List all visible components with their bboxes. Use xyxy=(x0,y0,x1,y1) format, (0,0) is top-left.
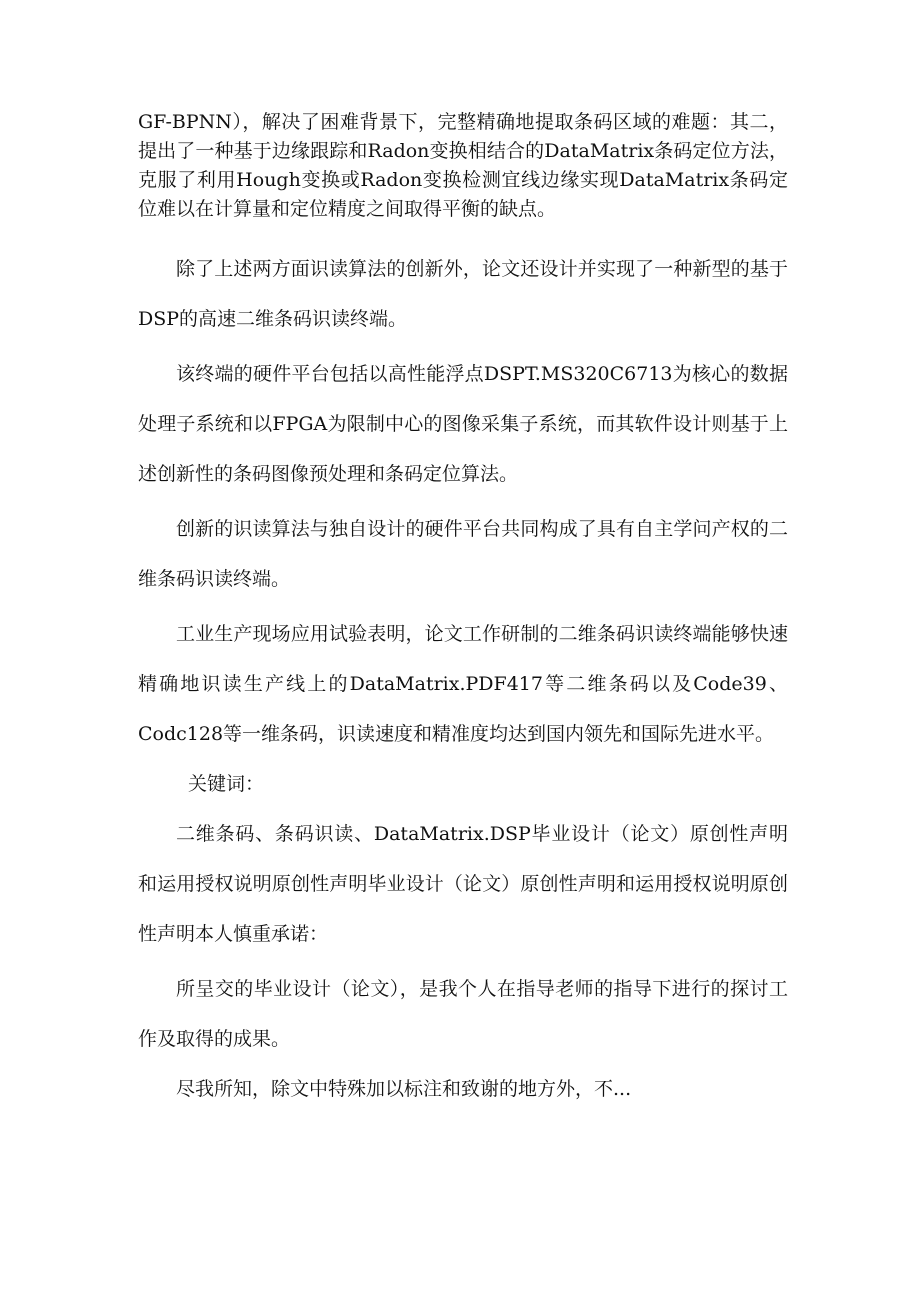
paragraph-declaration: 所呈交的毕业设计（论文），是我个人在指导老师的指导下进行的探讨工作及取得的成果。 xyxy=(138,978,788,1050)
paragraph-abstract-end: GF-BPNN），解决了困难背景下，完整精确地提取条码区域的难题：其二，提出了一种基于边缘跟踪和Radon变换相结合的DataMatrix条码定位方法，克服了利用Hough变换或Radon变换检测宜线边缘实现DataMatrix条码定位难以在计算量和定位精度之间取得平衡的缺点。 xyxy=(138,111,788,220)
keywords-text: 二维条码、条码识读、DataMatrix.DSP毕业设计（论文）原创性声明和运用授权说明原创性声明毕业设计（论文）原创性声明和运用授权说明原创性声明本人慎重承诺： xyxy=(138,823,788,945)
paragraph-closing: 尽我所知，除文中特殊加以标注和致谢的地方外，不... xyxy=(176,1078,632,1100)
paragraph-innovation: 除了上述两方面识读算法的创新外，论文还设计并实现了一种新型的基于DSP的高速二维条码识读终端。 xyxy=(138,258,788,330)
paragraph-hardware: 该终端的硬件平台包括以高性能浮点DSPT.MS320C6713为核心的数据处理子系统和以FPGA为限制中心的图像采集子系统，而其软件设计则基于上述创新性的条码图像预处理和条码定位算法。 xyxy=(138,363,788,485)
paragraph-results: 工业生产现场应用试验表明，论文工作研制的二维条码识读终端能够快速精确地识读生产线上的DataMatrix.PDF417等二维条码以及Code39、Codc128等一维条码，识读速度和精准度均达到国内领先和国际先进水平。 xyxy=(138,623,788,745)
paragraph-terminal: 创新的识读算法与独自设计的硬件平台共同构成了具有自主学问产权的二维条码识读终端。 xyxy=(138,518,788,590)
keywords-label: 关键词： xyxy=(188,773,265,795)
document-page xyxy=(138,108,788,1114)
